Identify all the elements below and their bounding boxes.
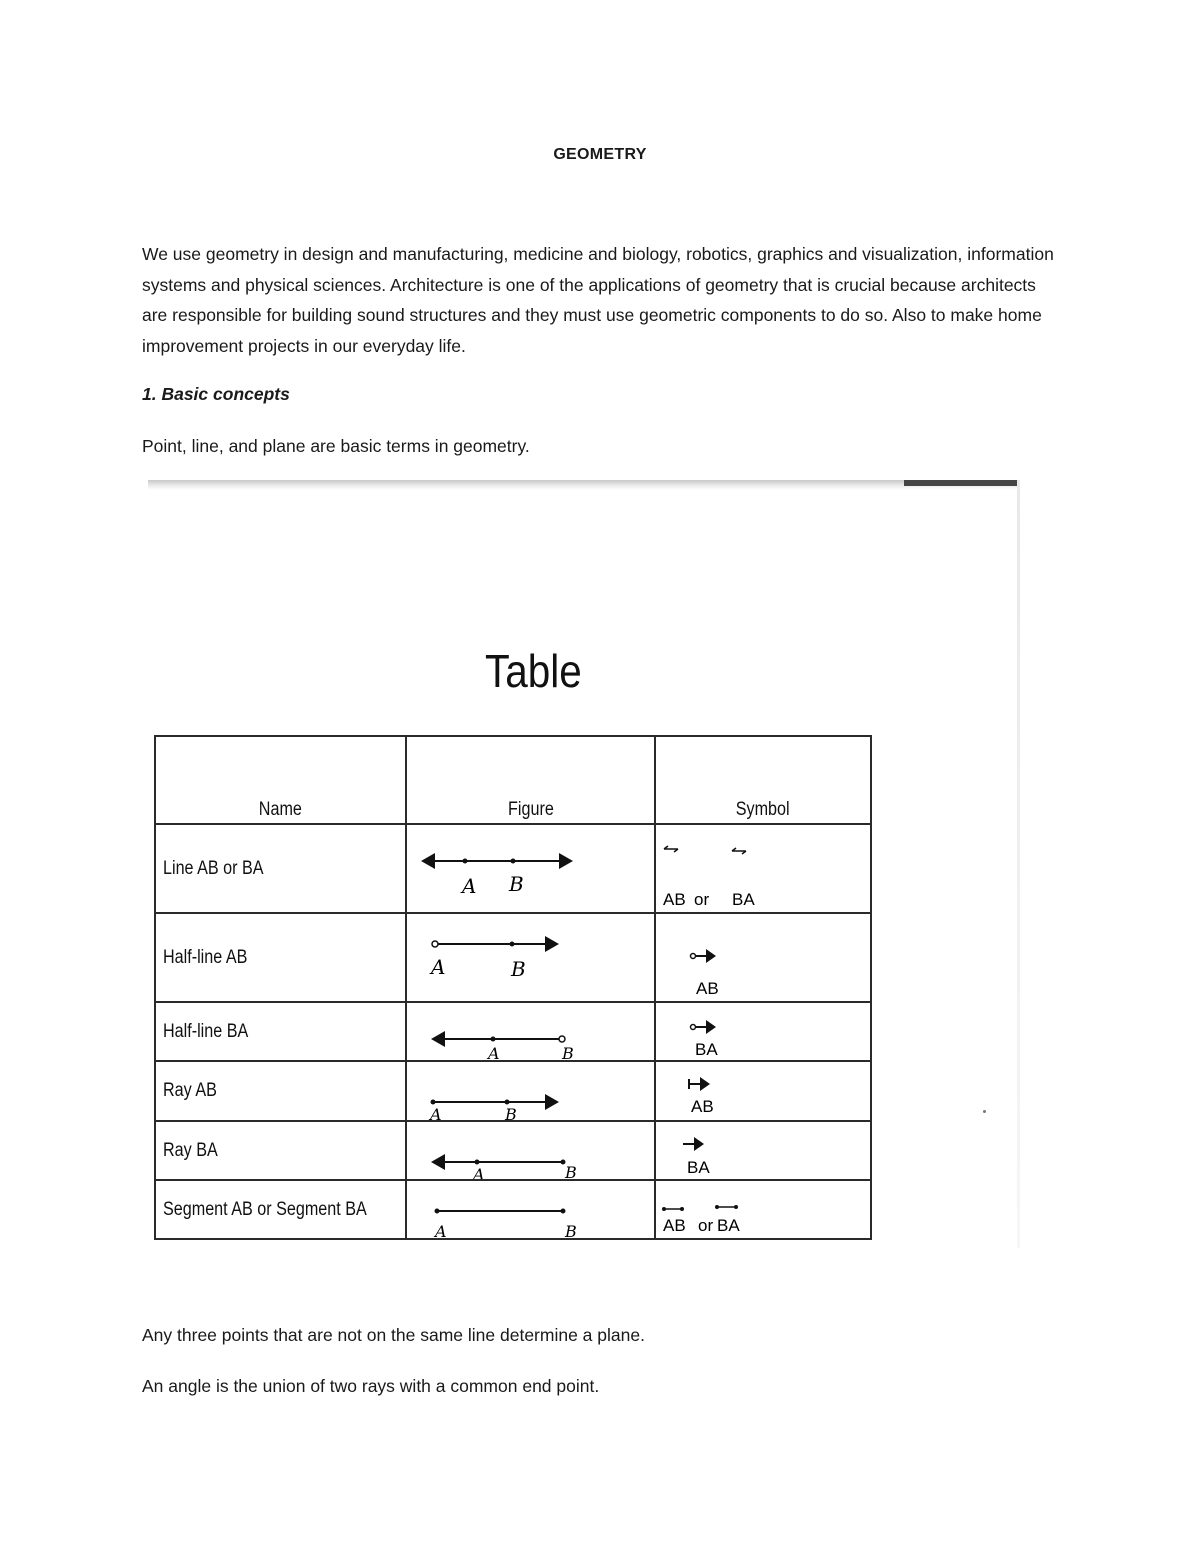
column-header-name: Name: [155, 736, 406, 824]
label-b: B: [565, 1222, 577, 1238]
document-title: GEOMETRY: [553, 146, 647, 163]
row-name: Half-line AB: [155, 913, 406, 1002]
row-name: Segment AB or Segment BA: [155, 1180, 406, 1239]
label-b: B: [505, 1105, 517, 1120]
symbol-text-1: AB: [663, 890, 686, 909]
table-header-row: [155, 736, 871, 824]
scanned-table-figure: [148, 480, 1020, 1248]
half-line-ba-figure: [406, 1002, 655, 1061]
symbol-or: or: [694, 890, 710, 909]
angle-statement: An angle is the union of two rays with a common end point.: [142, 1376, 600, 1396]
ray-ab-symbol-svg: [656, 1062, 872, 1120]
symbol-text-1: BA: [695, 1040, 718, 1059]
symbol-text-1: AB: [691, 1097, 714, 1116]
half-line-ab-figure-svg: [407, 914, 656, 1001]
symbol-text-1: AB: [663, 1216, 686, 1235]
ray-ab-figure: [406, 1061, 655, 1121]
line-figure: [406, 824, 655, 913]
half-line-ab-symbol-svg: [656, 914, 872, 1001]
ray-ba-symbol: [655, 1121, 871, 1180]
column-header-figure: Figure: [406, 736, 655, 824]
symbol-text-2: BA: [717, 1216, 740, 1235]
table-row: [155, 913, 871, 1002]
label-a: A: [430, 1105, 442, 1120]
symbol-text-1: BA: [687, 1158, 710, 1177]
table-row: [155, 1121, 871, 1180]
symbol-text-2: BA: [732, 890, 755, 909]
table-row: [155, 1180, 871, 1239]
label-a: A: [473, 1165, 485, 1179]
table-row: [155, 824, 871, 913]
line-figure-svg: [407, 825, 656, 912]
ray-ba-figure: [406, 1121, 655, 1180]
column-header-symbol: Symbol: [655, 736, 871, 824]
half-line-ab-figure: [406, 913, 655, 1002]
symbol-or: or: [698, 1216, 714, 1235]
table-row: [155, 1002, 871, 1061]
plane-statement: Any three points that are not on the same line determine a plane.: [142, 1325, 645, 1345]
row-name: Half-line BA: [155, 1002, 406, 1061]
segment-symbol: [655, 1180, 871, 1239]
row-name: Ray BA: [155, 1121, 406, 1180]
half-line-ba-figure-svg: [407, 1003, 656, 1060]
basic-terms-text: Point, line, and plane are basic terms in geometry.: [142, 436, 530, 456]
line-symbol: [655, 824, 871, 913]
intro-paragraph: We use geometry in design and manufacturing, medicine and biology, robotics, graphics and visualization, information systems and physical sciences. Architecture is one of the applications of geometry that is crucial because architects are responsible for building sound structures and they must use geometric components to do so. Also to make home improvement projects in our everyday life.: [142, 244, 1054, 356]
segment-symbol-svg: [656, 1181, 872, 1238]
ray-ab-symbol: [655, 1061, 871, 1121]
label-b: B: [562, 1044, 574, 1060]
table-row: [155, 1061, 871, 1121]
ray-ba-figure-svg: [407, 1122, 656, 1179]
row-name: Ray AB: [155, 1061, 406, 1121]
scan-speck: [983, 1110, 986, 1113]
section-heading: 1. Basic concepts: [142, 384, 290, 404]
label-a: A: [435, 1222, 447, 1238]
label-b: B: [509, 872, 524, 896]
label-a: A: [431, 955, 446, 979]
geometry-terms-table: [154, 735, 872, 1240]
half-line-ba-symbol: [655, 1002, 871, 1061]
scan-right-edge: [1017, 480, 1020, 1248]
ray-ba-symbol-svg: [656, 1122, 872, 1179]
scan-top-edge: [148, 480, 1020, 490]
segment-figure-svg: [407, 1181, 656, 1238]
row-name: Line AB or BA: [155, 824, 406, 913]
label-a: A: [462, 874, 477, 898]
label-a: A: [488, 1044, 500, 1060]
line-symbol-svg: [656, 825, 872, 912]
label-b: B: [511, 957, 526, 981]
label-b: B: [565, 1163, 577, 1179]
scan-top-edge-dark: [904, 480, 1020, 486]
symbol-text-1: AB: [696, 979, 719, 998]
figure-heading: Table: [485, 645, 582, 697]
segment-figure: [406, 1180, 655, 1239]
half-line-ba-symbol-svg: [656, 1003, 872, 1060]
ray-ab-figure-svg: [407, 1062, 656, 1120]
half-line-ab-symbol: [655, 913, 871, 1002]
